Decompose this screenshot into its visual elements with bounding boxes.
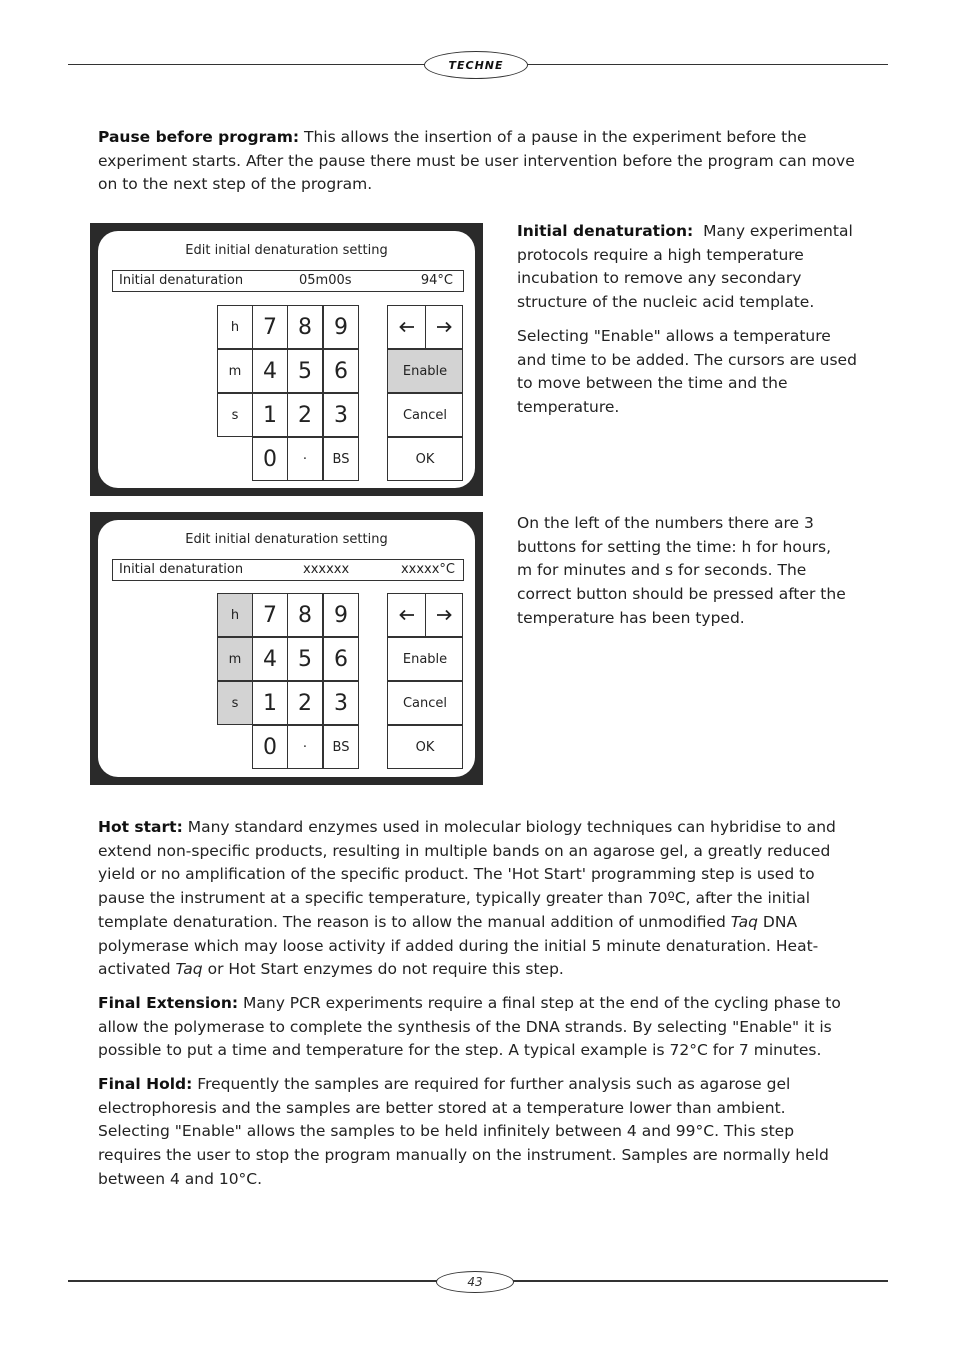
digit-4-button[interactable]: 4 [252,349,288,393]
setting-field [112,559,464,581]
arrow-left-icon [399,321,415,333]
lower-sections [98,816,858,1202]
field-label: Initial denaturation [119,562,244,577]
backspace-button[interactable]: BS [323,725,359,769]
hot-start-paragraph [98,816,858,982]
final-extension-paragraph [98,992,858,1063]
field-temp: 94°C [420,273,453,288]
decimal-point-button[interactable]: · [287,725,323,769]
enable-button[interactable]: Enable [387,637,463,681]
seconds-button[interactable]: s [217,393,253,437]
digit-5-button[interactable]: 5 [287,349,323,393]
minutes-button[interactable]: m [217,349,253,393]
hot-start-text-a: Many standard enzymes used in molecular biology techniques can hybridise to and extend non-specific products, resulting in multiple bands on an agarose gel, a greatly reduced yield or no amplification of the specific product. The 'Hot Start' programming step is used to pause the instrument at a specific temperature, typically greater than 70ºC, after the initial template denaturation. The reason is to allow the manual addition of unmodified [98,818,836,931]
taq-italic: Taq [175,960,203,979]
arrow-right-icon [436,321,452,333]
digit-9-button[interactable]: 9 [323,305,359,349]
final-hold-text: Frequently the samples are required for further analysis such as agarose gel electrophoresis and the samples are better stored at a temperature lower than ambient. Selecting "Enable" allows the samples to be held infinitely between 4 and 99°C. This step requires the user to stop the program manually on the instrument. Samples are normally held between 4 and 10°C. [98,1075,829,1188]
digit-1-button[interactable]: 1 [252,681,288,725]
digit-0-button[interactable]: 0 [252,725,288,769]
pause-heading: Pause before program: [98,128,300,146]
arrow-right-icon [436,609,452,621]
initial-denaturation-heading: Initial denaturation: [517,222,694,240]
digit-4-button[interactable]: 4 [252,637,288,681]
pause-section [98,126,858,207]
seconds-button[interactable]: s [217,681,253,725]
cursor-right-button[interactable] [425,305,463,349]
digit-9-button[interactable]: 9 [323,593,359,637]
field-time: xxxxxx [303,562,350,577]
screen-1 [90,223,483,496]
digit-0-button[interactable]: 0 [252,437,288,481]
digit-8-button[interactable]: 8 [287,305,323,349]
arrow-left-icon [399,609,415,621]
digit-2-button[interactable]: 2 [287,393,323,437]
field-time: 05m00s [299,273,352,288]
hours-button[interactable]: h [217,305,253,349]
decimal-point-button[interactable]: · [287,437,323,481]
backspace-button[interactable]: BS [323,437,359,481]
hot-start-text-b: DNA polymerase which may loose activity if added during the initial 5 minute denaturation. Heat-activated [98,912,819,979]
digit-6-button[interactable]: 6 [323,637,359,681]
hours-button[interactable]: h [217,593,253,637]
field-label: Initial denaturation [119,273,244,288]
digit-6-button[interactable]: 6 [323,349,359,393]
digit-3-button[interactable]: 3 [323,393,359,437]
final-hold-heading: Final Hold: [98,1075,193,1094]
digit-5-button[interactable]: 5 [287,637,323,681]
screen-2 [90,512,483,785]
final-hold-paragraph [98,1073,858,1192]
setting-field [112,270,464,292]
hot-start-heading: Hot start: [98,818,183,836]
pause-text: This allows the insertion of a pause in the experiment before the experiment starts. After the pause there must be user intervention before the program can move on to the next step of the program. [98,128,855,194]
techne-logo: TECHNE [424,51,528,79]
enable-button[interactable]: Enable [387,349,463,393]
digit-1-button[interactable]: 1 [252,393,288,437]
digit-8-button[interactable]: 8 [287,593,323,637]
hot-start-text-c: or Hot Start enzymes do not require this step. [202,960,564,979]
page-number: 43 [436,1271,514,1293]
digit-7-button[interactable]: 7 [252,593,288,637]
initial-denaturation-section [517,220,862,430]
digit-2-button[interactable]: 2 [287,681,323,725]
cancel-button[interactable]: Cancel [387,681,463,725]
cancel-button[interactable]: Cancel [387,393,463,437]
screen-title: Edit initial denaturation setting [185,532,388,547]
ok-button[interactable]: OK [387,725,463,769]
initial-denaturation-text: Many experimental protocols require a high temperature incubation to remove any secondary structure of the nucleic acid template. [517,222,853,312]
cursor-right-button[interactable] [425,593,463,637]
ok-button[interactable]: OK [387,437,463,481]
cursor-left-button[interactable] [387,593,426,637]
initial-denaturation-text2: Selecting "Enable" allows a temperature and time to be added. The cursors are used to move between the time and the temperature. [517,326,857,416]
taq-italic: Taq [730,912,758,931]
field-temp: xxxxx°C [400,562,455,577]
screen-title: Edit initial denaturation setting [185,243,388,258]
time-buttons-section [517,512,847,641]
final-extension-heading: Final Extension: [98,993,239,1012]
time-buttons-text: On the left of the numbers there are 3 buttons for setting the time: h for hours, m for minutes and s for seconds. The correct button should be pressed after the temperature has been typed. [517,514,846,627]
minutes-button[interactable]: m [217,637,253,681]
digit-3-button[interactable]: 3 [323,681,359,725]
digit-7-button[interactable]: 7 [252,305,288,349]
cursor-left-button[interactable] [387,305,426,349]
final-extension-text: Many PCR experiments require a final step at the end of the cycling phase to allow the polymerase to complete the synthesis of the DNA strands. By selecting "Enable" it is possible to put a time and temperature for the step. A typical example is 72°C for 7 minutes. [98,993,841,1060]
